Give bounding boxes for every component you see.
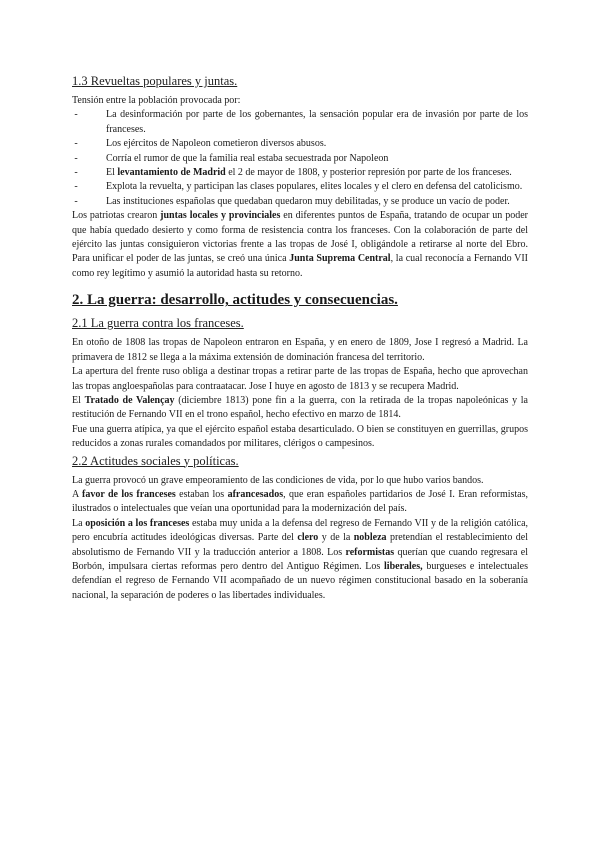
section-2-1-paragraph-3: El Tratado de Valençay (diciembre 1813) pone fin a la guerra, con la retirada de la tropas napoleónicas y la restitución de Fernando VII en el trono español, hecho efectivo en marzo de 1814. (72, 394, 528, 421)
section-2-2-paragraph-2: A favor de los franceses estaban los afrancesados, que eran españoles partidarios de José I. Eran reformistas, ilustrados o intelectuales que veían una oportunidad para la modernización del país. (72, 488, 529, 515)
section-1-3-heading: 1.3 Revueltas populares y juntas. (72, 74, 238, 88)
section-2-2-heading: 2.2 Actitudes sociales y políticas. (72, 453, 239, 468)
section-2-1-paragraph-1: En otoño de 1808 las tropas de Napoleon entraron en España, y en enero de 1809, Jose I regresó a Madrid. La primavera de 1812 se llega a la máxima extensión de dominación francesa del territorio. (72, 337, 528, 363)
section-1-3-paragraph: Los patriotas crearon juntas locales y provinciales en diferentes puntos de España, tratando de ocupar un poder que había quedado desierto y como forma de resistencia contra los franceses. Con la colaboración de parte del ejército las juntas consiguieron victorias frente a las tropas de José I, obligándole a retirarse al norte del Ebro. Para unificar el poder de las juntas, se creó una única Junta Suprema Central, la cual reconocía a Fernando VII como rey legítimo y asumió la autoridad hasta su retorno. (72, 210, 528, 279)
section-2-2-paragraph-1: La guerra provocó un grave empeoramiento de las condiciones de vida, por lo que hubo varios bandos. (72, 474, 484, 486)
list-item: - El levantamiento de Madrid el 2 de mayor de 1808, y posterior represión por parte de los franceses. (106, 166, 528, 180)
section-2-heading: 2. La guerra: desarrollo, actitudes y consecuencias. (72, 292, 398, 309)
list-item: - Corría el rumor de que la familia real estaba secuestrada por Napoleon (106, 152, 528, 166)
list-item: - Los ejércitos de Napoleon cometieron diversos abusos. (106, 137, 528, 151)
list-item: - Las instituciones españolas que quedaban quedaron muy debilitadas, y se produce un vacío de poder. (106, 195, 528, 209)
section-2-1-paragraph-4: Fue una guerra atípica, ya que el ejército español estaba desarticulado. O bien se constituyen en guerrillas, grupos reducidos a zonas rurales comandados por militares, clérigos o campesinos. (72, 423, 528, 450)
list-item: - La desinformación por parte de los gobernantes, la sensación popular era de invasión por parte de los franceses. (106, 108, 528, 137)
document-page (72, 74, 528, 603)
section-1-3-intro: Tensión entre la población provocada por: (72, 95, 241, 106)
section-2-1-paragraph-2: La apertura del frente ruso obliga a destinar tropas a retirar parte de las tropas de España, hecho que aprovechan las tropas angloespañolas para contraatacar. Jose I huye en agosto de 1813 y se recupera Madrid. (72, 366, 528, 392)
section-2-1-heading: 2.1 La guerra contra los franceses. (72, 316, 244, 331)
list-item: - Explota la revuelta, y participan las clases populares, elites locales y el clero en defensa del catolicismo. (106, 180, 528, 194)
tension-list (72, 108, 528, 209)
section-2-2-paragraph-3: La oposición a los franceses estaba muy unida a la defensa del regreso de Fernando VII y de la religión católica, pero encubría actitudes ideológicas diversas. Parte del clero y de la nobleza pretendían el restablecimiento del absolutismo de Fernando VII y la traducción anterior a 1808. Los reformistas querían que cuando regresara el Borbón, impulsara ciertas reformas pero dentro del Antiguo Régimen. Los liberales, burgueses e intelectuales defendían el regreso de Fernando VII acompañado de un nuevo régimen constitucional basado en la soberanía nacional, la separación de poderes o las libertades individuales. (72, 517, 529, 601)
